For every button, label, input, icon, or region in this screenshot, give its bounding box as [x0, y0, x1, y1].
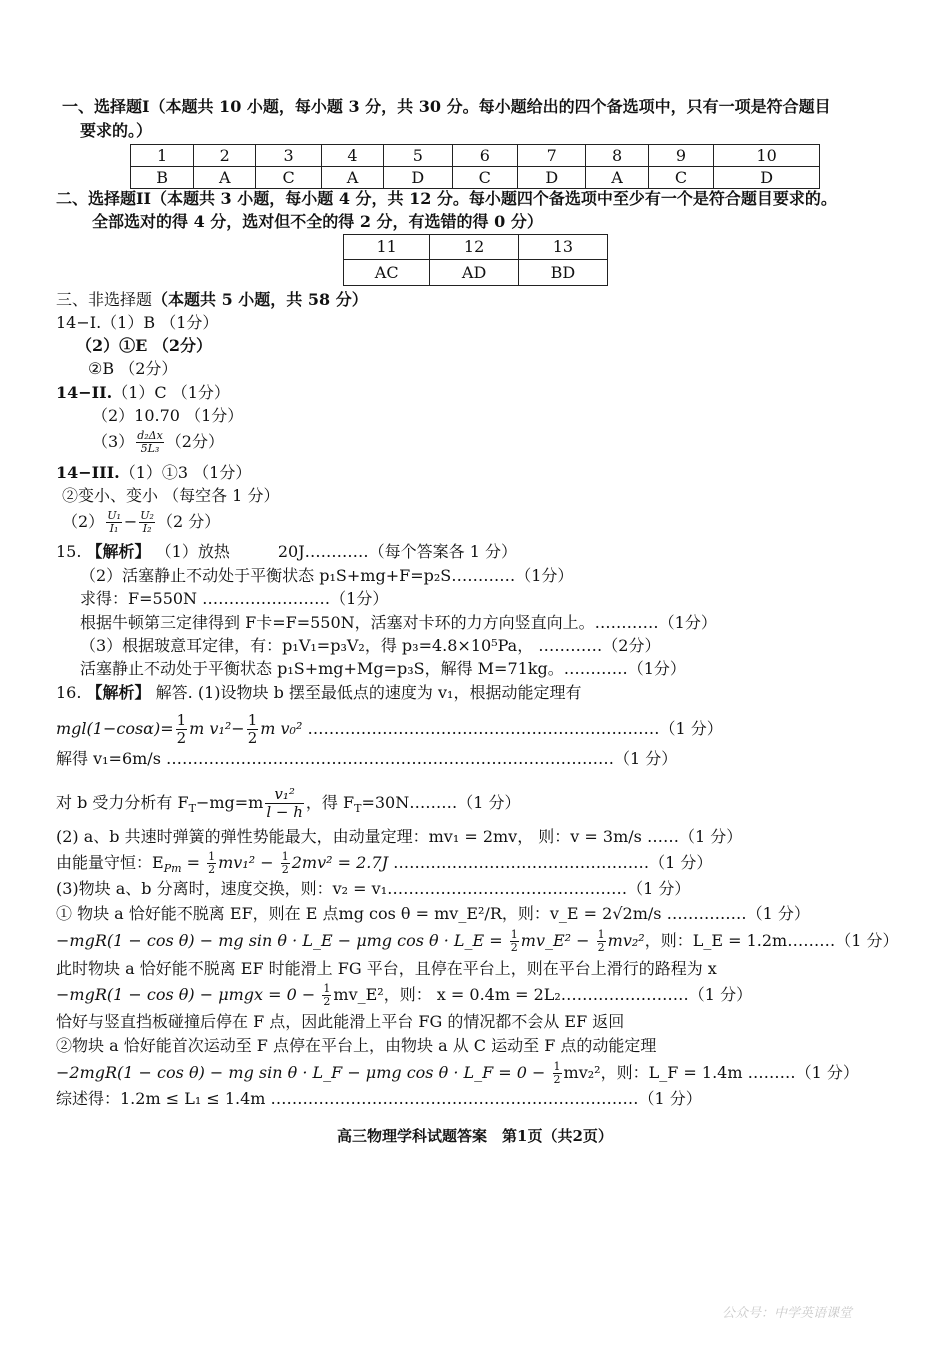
fraction-denominator: l − h: [266, 803, 303, 821]
q14-iii-2: ②变小、变小 （每空各 1 分）: [62, 486, 280, 505]
q15-line2: （2）活塞静止不动处于平衡状态 p₁S+mg+F=p₂S…………（1分）: [80, 566, 574, 585]
s1-num: 5: [384, 145, 452, 167]
q16-l2-d: …………………………………………………………（1 分）: [307, 719, 723, 738]
fraction-numerator: 1: [323, 982, 331, 995]
section1-title-line2: 要求的。）: [80, 121, 153, 140]
q14-ii-2: （2）10.70 （1分）: [92, 406, 244, 425]
fraction-numerator: U₂: [140, 509, 154, 522]
q15-line4: 根据牛顿第三定律得到 F卡=F=550N，活塞对卡环的力方向竖直向上。…………（1分）: [80, 613, 717, 632]
s1-answer: C: [452, 167, 518, 189]
s1-answer: A: [321, 167, 383, 189]
q16-l9-d: ，则：L_E = 1.2m………（1 分）: [644, 931, 899, 950]
half-fraction: [281, 851, 290, 876]
s1-answer: C: [648, 167, 714, 189]
q16-l4-c: ，得 F: [305, 793, 355, 812]
s1-num: 8: [586, 145, 648, 167]
section1-answer-table: [130, 144, 820, 189]
q16-line2: [56, 712, 723, 747]
q14-iii-3-fraction-1: [106, 510, 122, 535]
s2-answer: AC: [344, 260, 430, 286]
q15-line1: [56, 541, 517, 563]
q16-l9-c: mv₂²: [607, 931, 645, 950]
s2-num: 13: [518, 235, 607, 260]
fraction-denominator: 5L₃: [140, 442, 160, 455]
q15-line6: 活塞静止不动处于平衡状态 p₁S+mg+Mg=p₃S，解得 M=71kg。…………（1分）: [80, 659, 686, 678]
q16-line3: 解得 v₁=6m/s …………………………………………………………………………（1 分）: [56, 749, 678, 768]
s1-answer: A: [194, 167, 256, 189]
q14-ii-3-fraction: [136, 430, 164, 455]
q15-line5: （3）根据玻意耳定律，有：p₁V₁=p₃V₂，得 p₃=4.8×10⁵Pa， …………（2分）: [80, 636, 661, 655]
q16-line12: 恰好与竖直挡板碰撞后停在 F 点，因此能滑上平台 FG 的情况都不会从 EF 返回: [56, 1012, 625, 1031]
page-footer: 高三物理学科试题答案 第1页（共2页）: [337, 1127, 613, 1145]
fraction-numerator: 1: [597, 928, 605, 941]
q16-analysis-tag: 【解析】: [86, 683, 151, 702]
q15-line3: 求得：F=550N ……………………（1分）: [80, 589, 389, 608]
fraction-denominator: I₂: [142, 522, 152, 535]
q16-line9: [56, 929, 898, 954]
q16-line1: [56, 682, 581, 704]
half-fraction: [247, 712, 259, 747]
fraction-numerator: v₁²: [265, 786, 304, 804]
fraction-denominator: 2: [597, 941, 605, 954]
half-fraction: [322, 983, 331, 1008]
half-fraction: [510, 929, 519, 954]
q16-l4-b: −mg=m: [195, 793, 264, 812]
fraction-numerator: 1: [510, 928, 518, 941]
q14-iii-3-post: （2 分）: [156, 512, 221, 531]
s1-num: 6: [452, 145, 518, 167]
q14-iii-3: [62, 510, 220, 535]
q16-line4: [56, 786, 521, 821]
s1-num: 9: [648, 145, 714, 167]
section3-title-b: （本题共 5 小题，共 58 分）: [152, 290, 368, 309]
section2-number-row: [344, 235, 608, 260]
q14-ii-head: 14−II.: [56, 383, 113, 402]
watermark: 公众号：中学英语课堂: [722, 1306, 853, 1321]
s2-answer: BD: [518, 260, 607, 286]
s1-answer: A: [586, 167, 648, 189]
q14-ii-3-pre: （3）: [92, 432, 135, 451]
fraction-denominator: 2: [208, 863, 216, 876]
half-fraction: [553, 1061, 562, 1086]
q14-iii-3-fraction-2: [139, 510, 155, 535]
q14-i-1: 14−I.（1）B （1分）: [56, 313, 219, 332]
q14-iii-3-pre: （2）: [62, 512, 105, 531]
q14-i-2: （2）①E （2分）: [76, 336, 213, 355]
q14-ii-1-text: （1）C （1分）: [112, 383, 230, 402]
q16-l14-b: mv₂²，则：L_F = 1.4m ………（1 分）: [563, 1063, 859, 1082]
s1-num: 7: [518, 145, 586, 167]
s1-answer: D: [384, 167, 452, 189]
q16-number: 16.: [56, 683, 82, 702]
q16-l9-a: −mgR(1 − cos θ) − mg sin θ · L_E − μmg cos θ · L_E =: [56, 931, 508, 950]
s1-answer: D: [714, 167, 820, 189]
half-fraction: [176, 712, 188, 747]
section2-title-line1: 二、选择题II（本题共 3 小题，每小题 4 分，共 12 分。每小题四个备选项中至少有一个是符合题目要求的。: [56, 189, 837, 208]
fraction-denominator: 2: [176, 729, 187, 747]
fraction-denominator: 2: [247, 729, 258, 747]
s2-answer: AD: [430, 260, 518, 286]
s1-num: 3: [256, 145, 322, 167]
q16-line13: ②物块 a 恰好能首次运动至 F 点停在平台上，由物块 a 从 C 运动至 F 点的动能定理: [56, 1036, 657, 1055]
s1-num: 1: [131, 145, 194, 167]
s2-num: 12: [430, 235, 518, 260]
fraction-denominator: 2: [553, 1073, 561, 1086]
q16-l6-d: 2mv² = 2.7J: [291, 853, 388, 872]
q16-l14-a: −2mgR(1 − cos θ) − mg sin θ · L_F − μmg cos θ · L_F = 0 −: [56, 1063, 551, 1082]
q14-ii-3: [92, 430, 224, 455]
q14-ii-1: [56, 382, 230, 404]
s1-num: 4: [321, 145, 383, 167]
q16-l11-a: −mgR(1 − cos θ) − μmgx = 0 −: [56, 985, 321, 1004]
q16-l2-b: m v₁²−: [189, 719, 245, 738]
q14-iii-1-text: （1）①3 （1分）: [119, 463, 252, 482]
q15-analysis-tag: 【解析】: [86, 542, 151, 561]
q16-l6-a: 由能量守恒：E: [56, 853, 164, 872]
q16-line6: [56, 851, 712, 880]
fraction-numerator: U₁: [107, 509, 121, 522]
fraction-numerator: 1: [553, 1060, 561, 1073]
fraction-numerator: 1: [208, 850, 216, 863]
section3-title-a: 三、非选择题: [56, 290, 153, 309]
fraction-numerator: 1: [247, 711, 258, 729]
subscript: Pm: [163, 862, 182, 876]
s1-answer: C: [256, 167, 322, 189]
section2-answer-table: [343, 234, 608, 286]
velocity-fraction: [265, 786, 304, 821]
q16-line5: (2) a、b 共速时弹簧的弹性势能最大，由动量定理：mv₁ = 2mv， 则：v = 3m/s ……（1 分）: [56, 827, 743, 846]
fraction-denominator: 2: [323, 995, 331, 1008]
q16-l6-b: =: [181, 853, 206, 872]
s1-answer: D: [518, 167, 586, 189]
q16-l11-b: mv_E²，则： x = 0.4m = 2L₂……………………（1 分）: [333, 985, 753, 1004]
q16-line10: 此时物块 a 恰好能不脱离 EF 时能滑上 FG 平台，且停在平台上，则在平台上滑行的路程为 x: [56, 959, 717, 978]
fraction-denominator: I₁: [109, 522, 119, 535]
fraction-numerator: 1: [176, 711, 187, 729]
q14-i-3: ②B （2分）: [88, 359, 178, 378]
section3-title: [56, 289, 368, 311]
q15-line1-text: （1）放热 20J…………（每个答案各 1 分）: [155, 542, 517, 561]
s1-answer: B: [131, 167, 194, 189]
subscript: T: [188, 802, 196, 816]
q16-line1-text: 解答. (1)设物块 b 摆至最低点的速度为 v₁，根据动能定理有: [155, 683, 582, 702]
q16-line8: ① 物块 a 恰好能不脱离 EF，则在 E 点mg cos θ = mv_E²/R，则：v_E = 2√2m/s ……………（1 分）: [56, 904, 810, 923]
q15-number: 15.: [56, 542, 82, 561]
s1-num: 2: [194, 145, 256, 167]
section1-answer-row: [131, 167, 820, 189]
minus-sign: −: [123, 512, 138, 531]
half-fraction: [597, 929, 606, 954]
half-fraction: [207, 851, 216, 876]
section1-number-row: [131, 145, 820, 167]
q16-line11: [56, 983, 752, 1008]
s1-num: 10: [714, 145, 820, 167]
section1-title-line1: 一、选择题I（本题共 10 小题，每小题 3 分，共 30 分。每小题给出的四个备选项中，只有一项是符合题目: [62, 97, 831, 116]
fraction-numerator: d₂Δx: [137, 429, 163, 442]
q16-l4-a: 对 b 受力分析有 F: [56, 793, 189, 812]
q16-line14: [56, 1061, 859, 1086]
q14-iii-1: [56, 462, 251, 484]
q16-line15: 综述得：1.2m ≤ L₁ ≤ 1.4m ……………………………………………………………（1 分）: [56, 1089, 702, 1108]
q16-l6-e: …………………………………………（1 分）: [393, 853, 713, 872]
q14-ii-3-post: （2分）: [165, 432, 224, 451]
fraction-denominator: 2: [281, 863, 289, 876]
q16-l6-c: mv₁² −: [218, 853, 279, 872]
q16-l4-d: =30N………（1 分）: [361, 793, 521, 812]
q16-l9-b: mv_E² −: [520, 931, 595, 950]
s2-num: 11: [344, 235, 430, 260]
q16-l2-a: mgl(1−cosα)=: [56, 719, 174, 738]
q16-line7: (3)物块 a、b 分离时，速度交换，则：v₂ = v₁………………………………………（1 分）: [56, 879, 691, 898]
q16-l2-c: m v₀²: [260, 719, 303, 738]
q14-iii-head: 14−III.: [56, 463, 120, 482]
subscript: T: [354, 802, 362, 816]
fraction-numerator: 1: [281, 850, 289, 863]
section2-title-line2: 全部选对的得 4 分，选对但不全的得 2 分，有选错的得 0 分）: [92, 212, 543, 231]
fraction-denominator: 2: [510, 941, 518, 954]
section2-answer-row: [344, 260, 608, 286]
